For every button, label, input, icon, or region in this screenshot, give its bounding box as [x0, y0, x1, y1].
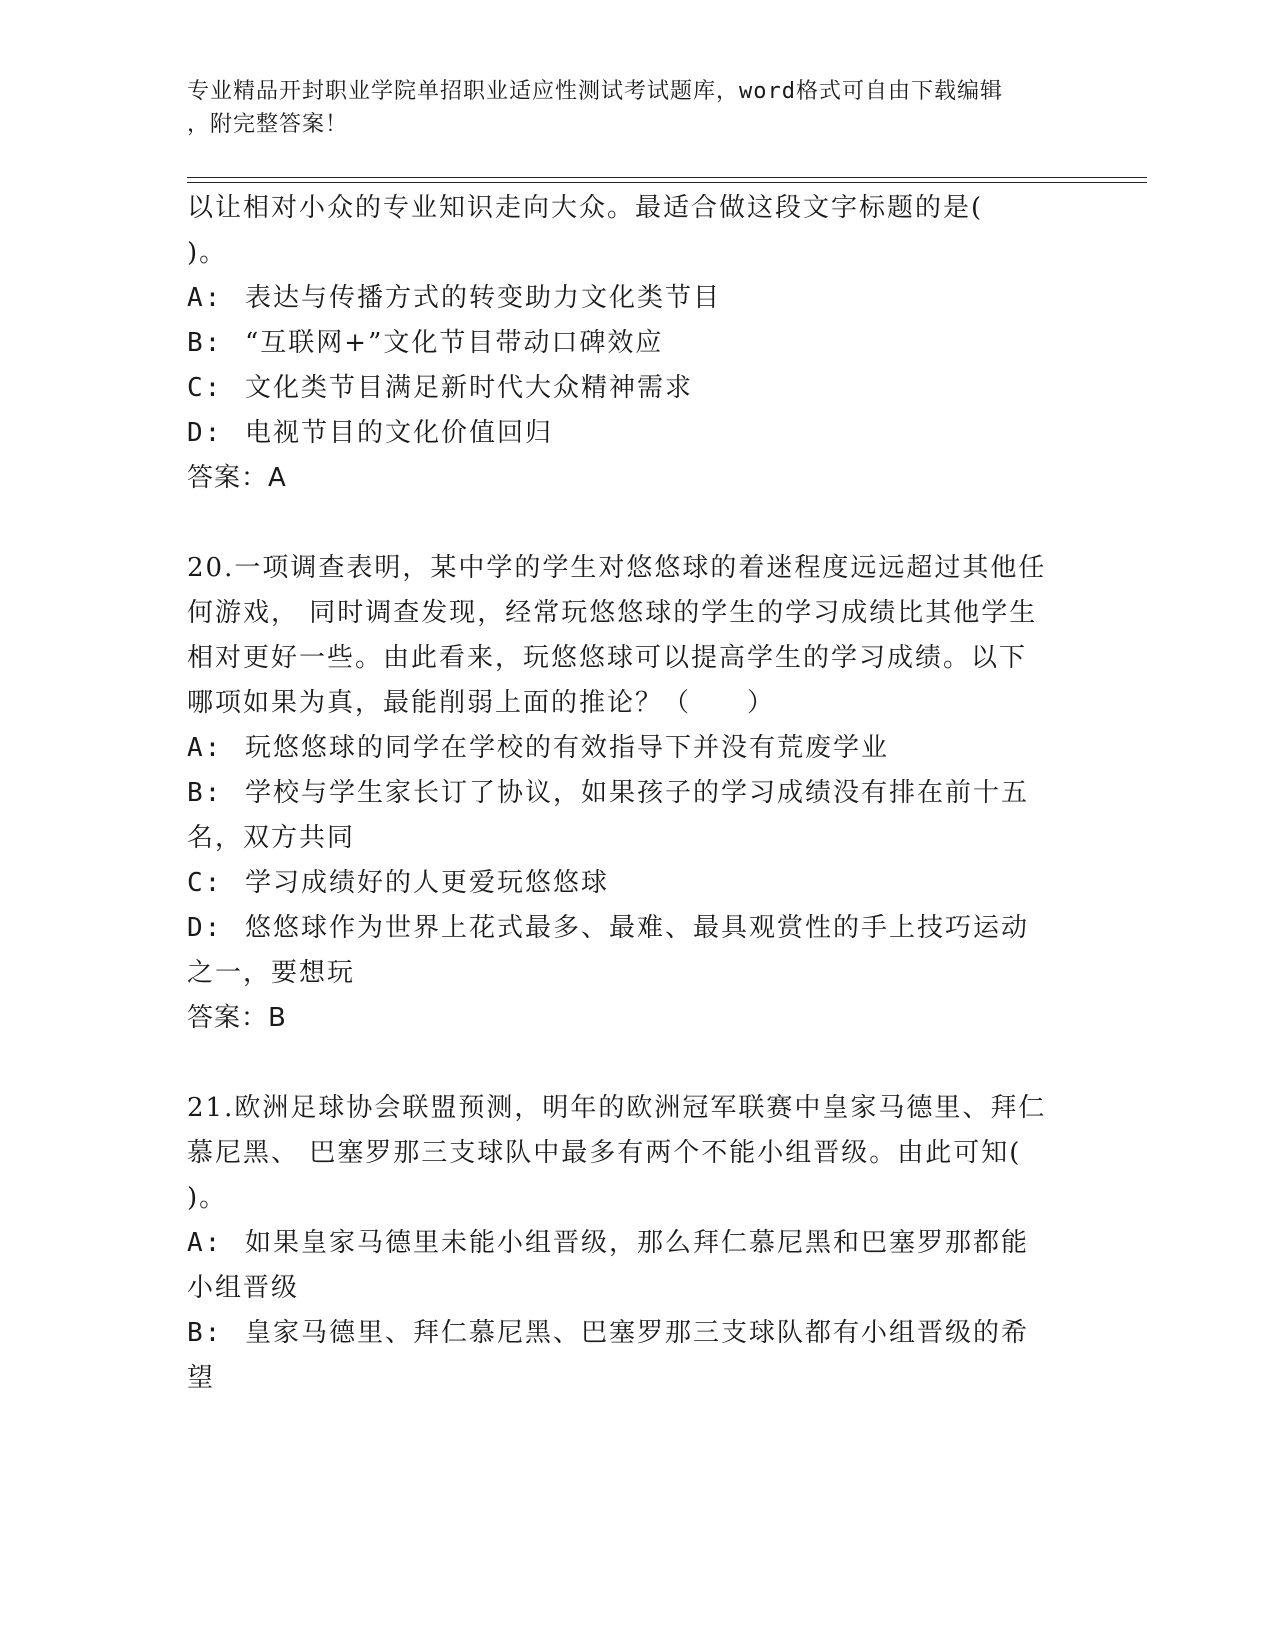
question-19	[187, 186, 1067, 501]
option-d-continued: 之一，要想玩	[187, 958, 356, 988]
option-text: 悠悠球作为世界上花式最多、最难、最具观赏性的手上技巧运动	[245, 913, 1030, 943]
question-21	[187, 1086, 1067, 1401]
header-line-2: ，附完整答案！	[187, 112, 349, 137]
option-b	[187, 1311, 1067, 1356]
option-key: A:	[187, 1228, 223, 1258]
option-text: “互联网+”文化节目带动口碑效应	[245, 328, 664, 358]
page-header	[187, 75, 1067, 141]
question-gap	[187, 501, 1067, 546]
option-text: 学校与学生家长订了协议，如果孩子的学习成绩没有排在前十五	[245, 778, 1030, 808]
option-text: 如果皇家马德里未能小组晋级，那么拜仁慕尼黑和巴塞罗那都能	[245, 1228, 1030, 1258]
question-20	[187, 546, 1067, 1041]
option-text: 皇家马德里、拜仁慕尼黑、巴塞罗那三支球队都有小组晋级的希	[245, 1318, 1030, 1348]
option-c	[187, 366, 1067, 411]
option-text: 学习成绩好的人更爱玩悠悠球	[245, 868, 610, 898]
option-text: 电视节目的文化价值回归	[245, 418, 554, 448]
question-gap	[187, 1041, 1067, 1086]
option-d	[187, 411, 1067, 456]
question-stem-line: )。	[187, 238, 228, 268]
question-stem-line: 21.欧洲足球协会联盟预测，明年的欧洲冠军联赛中皇家马德里、拜仁	[187, 1093, 1047, 1123]
option-key: D:	[187, 418, 223, 448]
option-b-continued: 名，双方共同	[187, 823, 356, 853]
option-key: B:	[187, 1318, 223, 1348]
option-a-continued: 小组晋级	[187, 1273, 300, 1303]
question-content	[187, 186, 1067, 1401]
question-stem-line: 哪项如果为真，最能削弱上面的推论？（ ）	[187, 688, 776, 718]
option-key: A:	[187, 733, 223, 763]
option-a	[187, 276, 1067, 321]
option-a	[187, 1221, 1067, 1266]
option-b	[187, 771, 1067, 816]
option-c	[187, 861, 1067, 906]
option-d	[187, 906, 1067, 951]
option-key: C:	[187, 373, 223, 403]
option-b-continued: 望	[187, 1363, 216, 1393]
option-text: 文化类节目满足新时代大众精神需求	[245, 373, 694, 403]
header-line-1: 专业精品开封职业学院单招职业适应性测试考试题库，word格式可自由下载编辑	[187, 79, 1003, 104]
option-key: A:	[187, 283, 223, 313]
option-key: D:	[187, 913, 223, 943]
option-key: C:	[187, 868, 223, 898]
option-key: B:	[187, 778, 223, 808]
question-stem-line: 慕尼黑、 巴塞罗那三支球队中最多有两个不能小组晋级。由此可知(	[187, 1138, 1022, 1168]
question-stem-line: 何游戏， 同时调查发现，经常玩悠悠球的学生的学习成绩比其他学生	[187, 598, 1038, 628]
question-stem-line: 以让相对小众的专业知识走向大众。最适合做这段文字标题的是(	[187, 193, 984, 223]
answer-label: 答案：A	[187, 463, 287, 493]
option-key: B:	[187, 328, 223, 358]
question-stem-line: 相对更好一些。由此看来，玩悠悠球可以提高学生的学习成绩。以下	[187, 643, 1028, 673]
option-b	[187, 321, 1067, 366]
header-rule-bottom	[187, 182, 1147, 183]
option-text: 玩悠悠球的同学在学校的有效指导下并没有荒废学业	[245, 733, 890, 763]
option-text: 表达与传播方式的转变助力文化类节目	[245, 283, 722, 313]
header-rule-top	[187, 177, 1147, 178]
question-stem-line: 20.一项调查表明，某中学的学生对悠悠球的着迷程度远远超过其他任	[187, 553, 1047, 583]
option-a	[187, 726, 1067, 771]
answer-label: 答案：B	[187, 1003, 287, 1033]
question-stem-line: )。	[187, 1183, 228, 1213]
